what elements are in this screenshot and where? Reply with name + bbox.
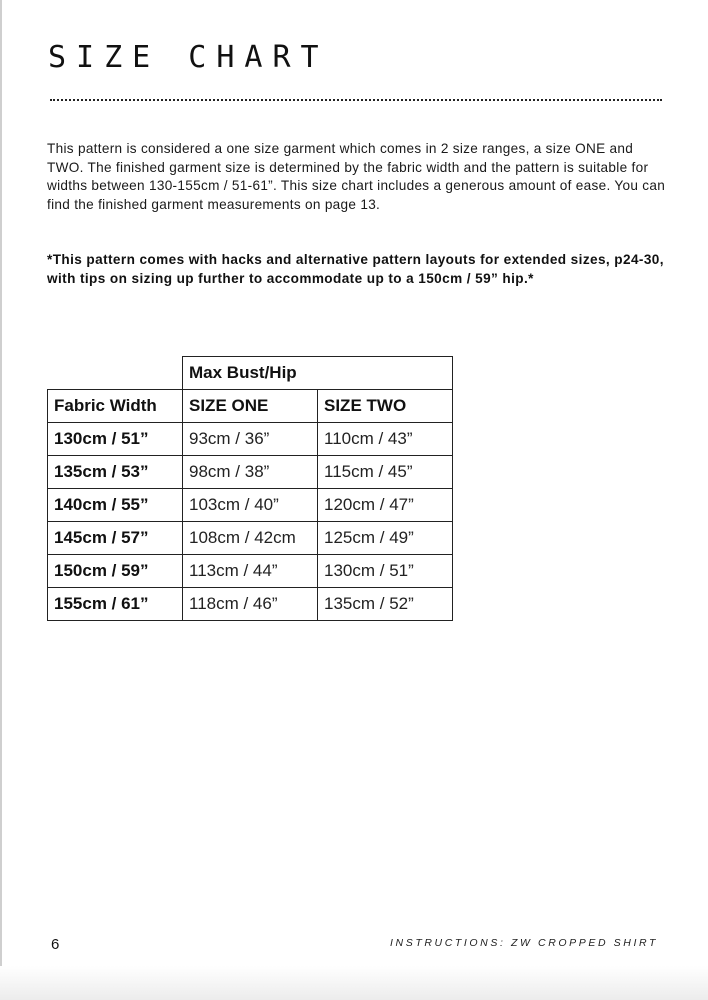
table-row bbox=[48, 456, 453, 489]
extended-sizes-note: *This pattern comes with hacks and alternative pattern layouts for extended sizes, p24-30, with tips on sizing up further to accommodate up to a 150cm / 59” hip.* bbox=[47, 252, 664, 286]
size-one-cell: 108cm / 42cm bbox=[183, 522, 318, 555]
size-one-cell: 118cm / 46” bbox=[183, 588, 318, 621]
size-two-header: SIZE TWO bbox=[318, 390, 453, 423]
page-bottom-shadow bbox=[0, 966, 708, 1000]
fabric-width-cell: 145cm / 57” bbox=[48, 522, 183, 555]
fabric-width-cell: 135cm / 53” bbox=[48, 456, 183, 489]
fabric-width-cell: 140cm / 55” bbox=[48, 489, 183, 522]
page-number: 6 bbox=[51, 936, 60, 953]
table-row bbox=[48, 423, 453, 456]
table-group-header-row bbox=[48, 357, 453, 390]
dotted-divider bbox=[50, 99, 662, 101]
intro-paragraph: This pattern is considered a one size garment which comes in 2 size ranges, a size ONE and TWO. The finished garment size is determined by the fabric width and the pattern is suitable for widths between 130-155cm / 51-61”. This size chart includes a generous amount of ease. You can find the finished garment measurements on page 13. bbox=[47, 141, 666, 212]
table-corner-blank bbox=[48, 357, 183, 390]
table-row bbox=[48, 555, 453, 588]
fabric-width-cell: 130cm / 51” bbox=[48, 423, 183, 456]
table-row bbox=[48, 588, 453, 621]
footer-document-label: INSTRUCTIONS: ZW CROPPED SHIRT bbox=[390, 937, 658, 949]
size-two-cell: 125cm / 49” bbox=[318, 522, 453, 555]
size-one-cell: 98cm / 38” bbox=[183, 456, 318, 489]
size-one-cell: 113cm / 44” bbox=[183, 555, 318, 588]
page-title: SIZE CHART bbox=[48, 40, 329, 75]
size-two-cell: 130cm / 51” bbox=[318, 555, 453, 588]
size-one-cell: 103cm / 40” bbox=[183, 489, 318, 522]
fabric-width-cell: 150cm / 59” bbox=[48, 555, 183, 588]
table-header-row bbox=[48, 390, 453, 423]
size-two-cell: 115cm / 45” bbox=[318, 456, 453, 489]
page-left-edge bbox=[0, 0, 2, 1000]
table-row bbox=[48, 489, 453, 522]
fabric-width-header: Fabric Width bbox=[48, 390, 183, 423]
table-row bbox=[48, 522, 453, 555]
size-two-cell: 110cm / 43” bbox=[318, 423, 453, 456]
size-two-cell: 120cm / 47” bbox=[318, 489, 453, 522]
size-chart-table bbox=[47, 356, 453, 621]
size-one-cell: 93cm / 36” bbox=[183, 423, 318, 456]
size-one-header: SIZE ONE bbox=[183, 390, 318, 423]
size-two-cell: 135cm / 52” bbox=[318, 588, 453, 621]
fabric-width-cell: 155cm / 61” bbox=[48, 588, 183, 621]
max-bust-hip-header: Max Bust/Hip bbox=[183, 357, 453, 390]
